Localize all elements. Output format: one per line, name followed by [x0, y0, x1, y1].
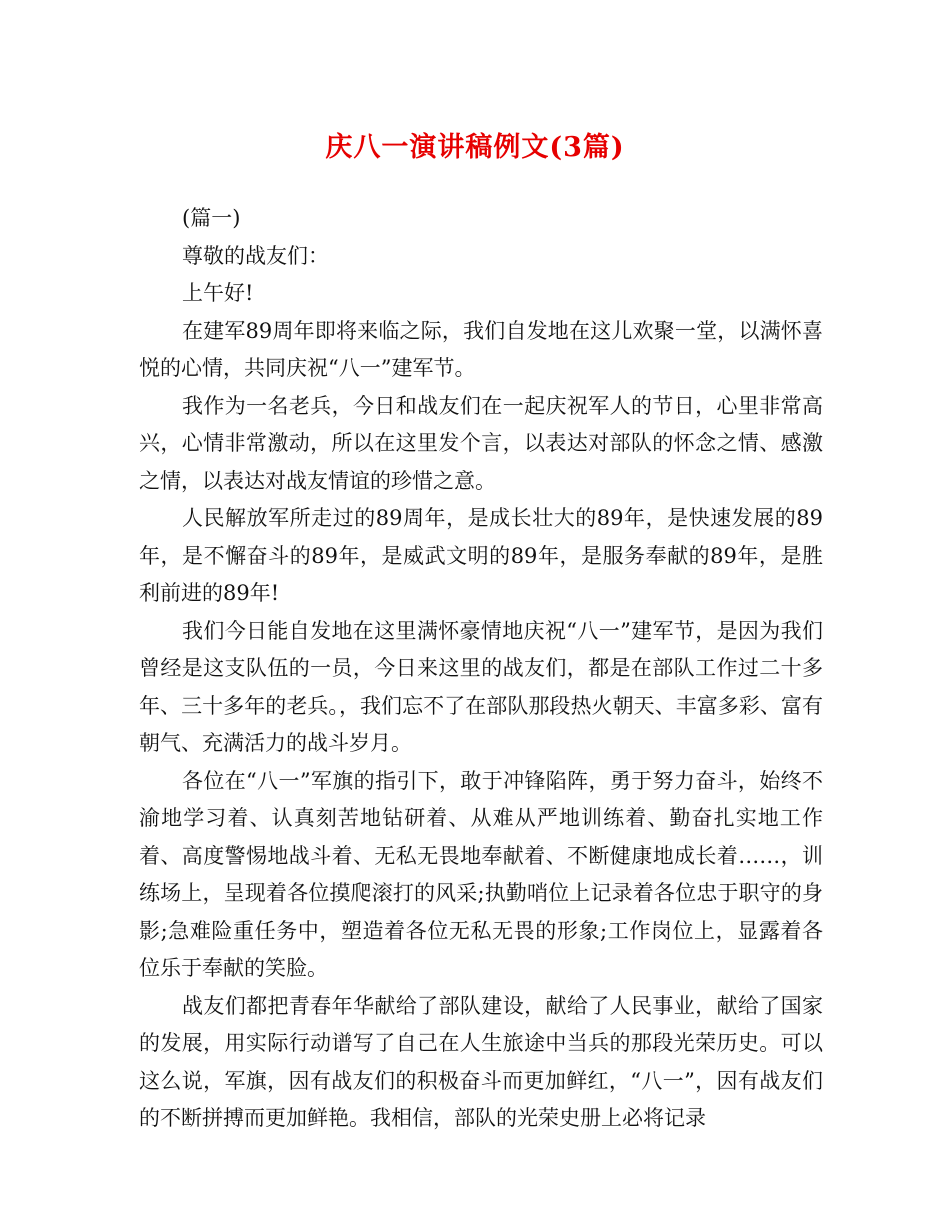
paragraph: 人民解放军所走过的89周年，是成长壮大的89年，是快速发展的89年，是不懈奋斗的89年，是威武文明的89年，是服务奉献的89年，是胜利前进的89年! — [139, 506, 823, 605]
paragraph: 上午好! — [182, 281, 254, 305]
document-body — [139, 200, 823, 1138]
paragraph: 各位在“八一”军旗的指引下，敢于冲锋陷阵，勇于努力奋斗，始终不渝地学习着、认真刻苦地钻研着、从难从严地训练着、勤奋扎实地工作着、高度警惕地战斗着、无私无畏地奉献着、不断健康地成长着……，训练场上，呈现着各位摸爬滚打的风采;执勤哨位上记录着各位忠于职守的身影;急难险重任务中，塑造着各位无私无畏的形象;工作岗位上，显露着各位乐于奉献的笑脸。 — [139, 768, 823, 980]
document-title: 庆八一演讲稿例文(3篇) — [325, 132, 625, 163]
paragraph: 战友们都把青春年华献给了部队建设，献给了人民事业，献给了国家的发展，用实际行动谱写了自己在人生旅途中当兵的那段光荣历史。可以这么说，军旗，因有战友们的积极奋斗而更加鲜红，“八一”，因有战友们的不断拼搏而更加鲜艳。我相信，部队的光荣史册上必将记录 — [139, 993, 823, 1130]
paragraph: 在建军89周年即将来临之际，我们自发地在这儿欢聚一堂，以满怀喜悦的心情，共同庆祝“八一”建军节。 — [139, 318, 823, 380]
paragraph: 我作为一名老兵，今日和战友们在一起庆祝军人的节日，心里非常高兴，心情非常激动，所以在这里发个言，以表达对部队的怀念之情、感激之情，以表达对战友情谊的珍惜之意。 — [139, 393, 823, 493]
paragraph: (篇一) — [182, 206, 241, 230]
paragraph: 尊敬的战友们： — [182, 243, 329, 268]
paragraph: 我们今日能自发地在这里满怀豪情地庆祝“八一”建军节，是因为我们曾经是这支队伍的一员，今日来这里的战友们，都是在部队工作过二十多年、三十多年的老兵。，我们忘不了在部队那段热火朝天、丰富多彩、富有朝气、充满活力的战斗岁月。 — [139, 618, 823, 755]
